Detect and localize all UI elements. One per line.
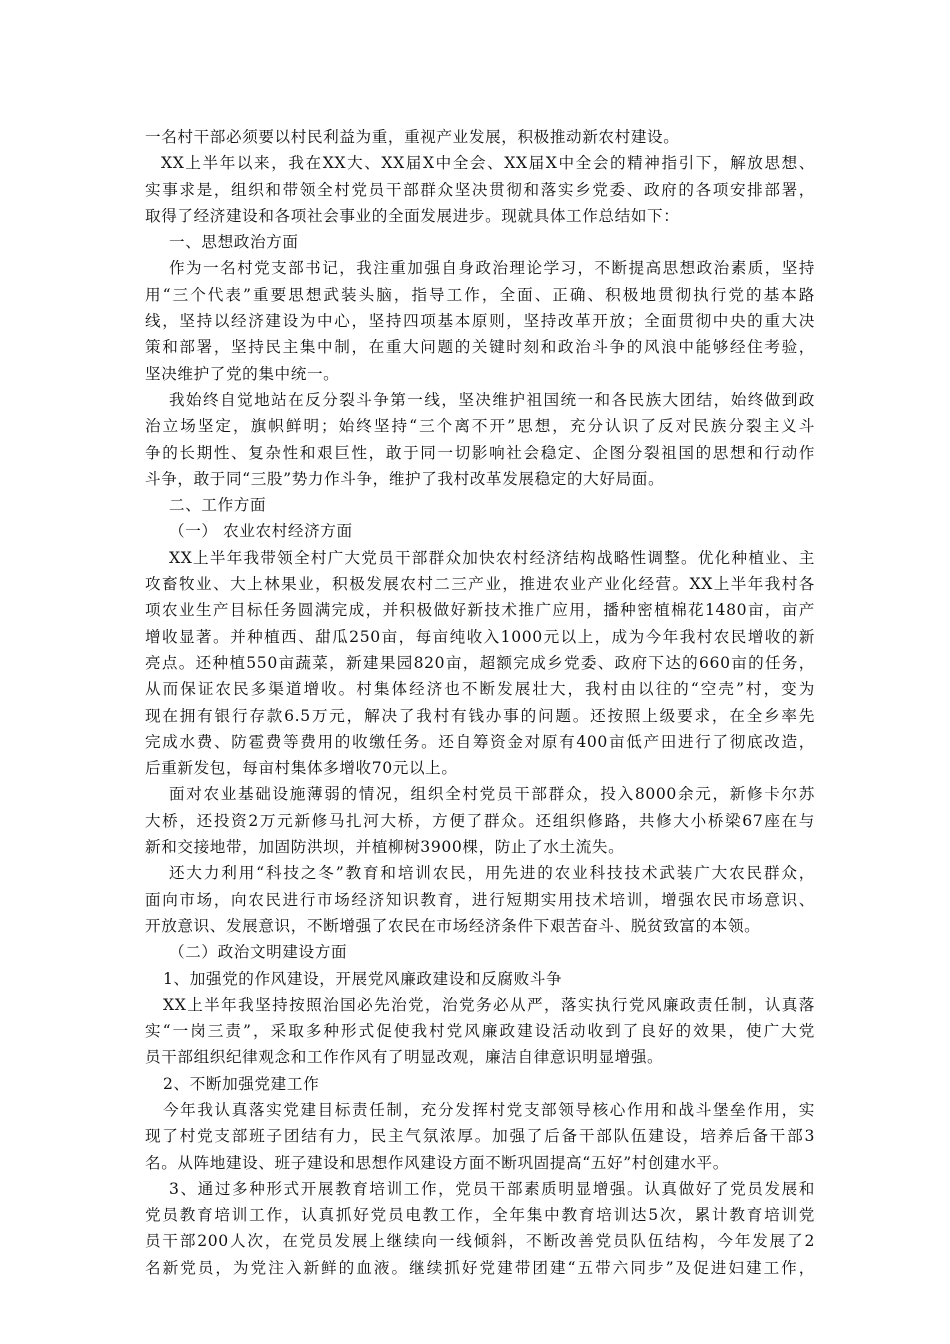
text-line: 名。从阵地建设、班子建设和思想作风建设方面不断巩固提高“五好”村创建水平。: [145, 1153, 729, 1172]
text-line: 员干部200人次，在党员发展上继续向一线倾斜，不断改善党员队伍结构，今年发展了2: [145, 1232, 815, 1251]
text-line: XX上半年我带领全村广大党员干部群众加快农村经济结构战略性调整。优化种植业、主: [169, 548, 815, 567]
text-line: 还大力利用“科技之冬”教育和培训农民，用先进的农业科技技术武装广大农民群众，: [169, 864, 815, 883]
text-line: 现了村党支部班子团结有力，民主气氛浓厚。加强了后备干部队伍建设，培养后备干部3: [145, 1127, 815, 1146]
text-line: 从而保证农民多渠道增收。村集体经济也不断发展壮大，我村由以往的“空壳”村，变为: [145, 680, 815, 699]
text-line: 实“一岗三责”，采取多种形式促使我村党风廉政建设活动收到了良好的效果，使广大党: [145, 1022, 815, 1041]
text-line: 新和交接地带，加固防洪坝，并植柳树3900棵，防止了水土流失。: [145, 838, 625, 857]
text-line: 亮点。还种植550亩蔬菜，新建果园820亩，超额完成乡党委、政府下达的660亩的任务，: [145, 653, 815, 672]
text-line: 治立场坚定，旗帜鲜明；始终坚持“三个离不开”思想，充分认识了反对民族分裂主义斗: [145, 417, 815, 436]
text-line: 策和部署，坚持民主集中制，在重大问题的关键时刻和政治斗争的风浪中能够经住考验，: [145, 338, 815, 357]
text-line: 攻畜牧业、大上林果业，积极发展农村二三产业，推进农业产业化经营。XX上半年我村各: [145, 575, 815, 594]
text-line: 2、不断加强党建工作: [163, 1074, 320, 1093]
text-line: 我始终自觉地站在反分裂斗争第一线，坚决维护祖国统一和各民族大团结，始终做到政: [169, 390, 815, 409]
text-line: 大桥，还投资2万元新修马扎河大桥，方便了群众。还组织修路，共修大小桥梁67座在与: [145, 811, 815, 830]
text-line: 增收显著。并种植西、甜瓜250亩，每亩纯收入1000元以上，成为今年我村农民增收的新: [145, 627, 815, 646]
text-line: 现在拥有银行存款6.5万元，解决了我村有钱办事的问题。还按照上级要求，在全乡率先: [145, 706, 815, 725]
text-line: （一） 农业农村经济方面: [169, 522, 353, 541]
text-line: 取得了经济建设和各项社会事业的全面发展进步。现就具体工作总结如下：: [145, 206, 680, 225]
text-line: 一、思想政治方面: [169, 233, 299, 252]
text-line: 线，坚持以经济建设为中心，坚持四项基本原则，坚持改革开放；全面贯彻中央的重大决: [145, 312, 815, 331]
text-line: XX上半年以来，我在XX大、XX届X中全会、XX届X中全会的精神指引下，解放思想、: [161, 154, 815, 173]
text-line: 面向市场，向农民进行市场经济知识教育，进行短期实用技术培训，增强农民市场意识、: [145, 890, 815, 909]
text-line: 员干部组织纪律观念和工作作风有了明显改观，廉洁自律意识明显增强。: [145, 1048, 664, 1067]
text-line: 用“三个代表”重要思想武装头脑，指导工作，全面、正确、积极地贯彻执行党的基本路: [145, 285, 815, 304]
text-line: 一名村干部必须要以村民利益为重，重视产业发展，积极推动新农村建设。: [145, 128, 680, 146]
text-line: 名新党员，为党注入新鲜的血液。继续抓好党建带团建“五带六同步”及促进妇建工作，: [145, 1258, 815, 1277]
text-line: 1、加强党的作风建设，开展党风廉政建设和反腐败斗争: [163, 969, 563, 988]
text-line: 党员教育培训工作，认真抓好党员电教工作，全年集中教育培训达5次，累计教育培训党: [145, 1206, 815, 1225]
document-page: [145, 124, 815, 1281]
text-line: 项农业生产目标任务圆满完成，并积极做好新技术推广应用，播种密植棉花1480亩，亩产: [145, 601, 815, 620]
text-line: 斗争，敢于同“三股”势力作斗争，维护了我村改革发展稳定的大好局面。: [145, 469, 665, 488]
text-line: 争的长期性、复杂性和艰巨性，敢于同一切影响社会稳定、企图分裂祖国的思想和行动作: [145, 443, 815, 462]
text-line: 后重新发包，每亩村集体多增收70元以上。: [145, 759, 458, 778]
text-line: 开放意识、发展意识，不断增强了农民在市场经济条件下艰苦奋斗、脱贫致富的本领。: [145, 916, 761, 935]
text-line: （二）政治文明建设方面: [169, 943, 348, 962]
text-line: 今年我认真落实党建目标责任制，充分发挥村党支部领导核心作用和战斗堡垒作用，实: [163, 1100, 815, 1119]
text-line: 坚决维护了党的集中统一。: [145, 364, 340, 383]
text-line: 完成水费、防雹费等费用的收缴任务。还自筹资金对原有400亩低产田进行了彻底改造，: [145, 732, 815, 751]
text-line: 二、工作方面: [169, 496, 267, 515]
text-line: XX上半年我坚持按照治国必先治党，治党务必从严，落实执行党风廉政责任制，认真落: [163, 995, 815, 1014]
text-line: 3、通过多种形式开展教育培训工作，党员干部素质明显增强。认真做好了党员发展和: [169, 1179, 815, 1198]
text-line: 实事求是，组织和带领全村党员干部群众坚决贯彻和落实乡党委、政府的各项安排部署，: [145, 180, 815, 199]
text-line: 作为一名村党支部书记，我注重加强自身政治理论学习，不断提高思想政治素质，坚持: [169, 259, 815, 278]
text-line: 面对农业基础设施薄弱的情况，组织全村党员干部群众，投入8000余元，新修卡尔苏: [169, 785, 815, 804]
